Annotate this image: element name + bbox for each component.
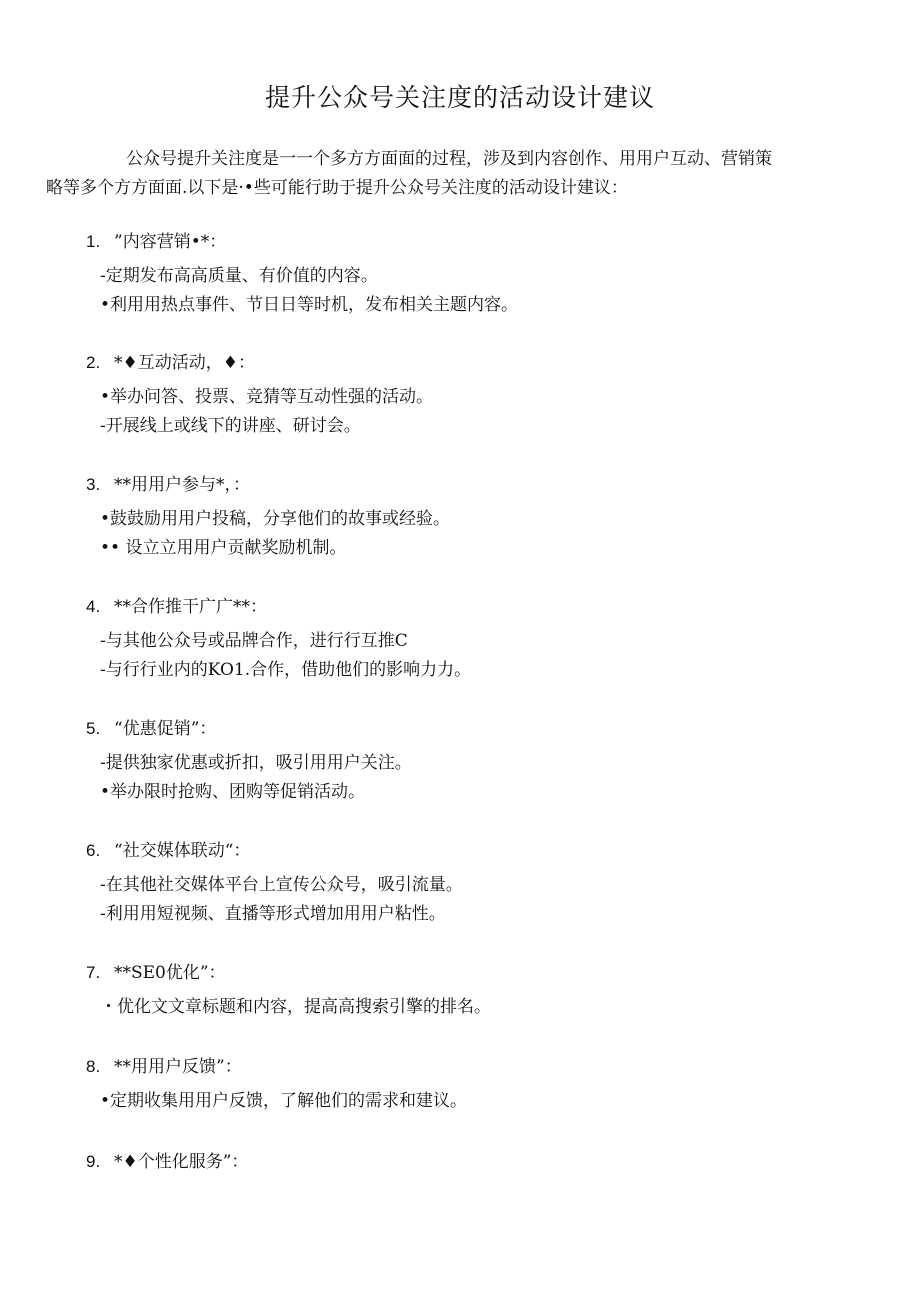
section-heading: [86, 595, 846, 619]
list-item: •举办问答、投票、竞猜等互动性强的活动。: [100, 387, 434, 407]
section-4: [86, 595, 846, 685]
section-number: 3.: [86, 475, 101, 494]
intro-line-2: 略等多个方方面面.以下是·•些可能行助于提升公众号关注度的活动设计建议：: [46, 178, 628, 198]
section-number: 6.: [86, 841, 101, 860]
section-number: 5.: [86, 719, 101, 738]
section-number: 7.: [86, 963, 101, 982]
section-5: [86, 717, 846, 807]
list-item: -在其他社交媒体平台上宣传公众号，吸引流量。: [100, 875, 463, 895]
intro-line-1: 公众号提升关注度是一一个多方方面面的过程，涉及到内容创作、用用户互动、营销策: [126, 149, 772, 169]
section-title: *♦个性化服务”：: [114, 1152, 249, 1172]
section-heading: [86, 717, 846, 741]
section-8: [86, 1055, 846, 1116]
list-item: -利用用短视频、直播等形式增加用用户粘性。: [100, 904, 446, 924]
section-title: “社交媒体联动“：: [114, 841, 251, 861]
section-title: *♦互动活动，♦：: [114, 353, 255, 373]
section-3: [86, 473, 846, 563]
intro-paragraph: [46, 145, 836, 203]
section-title: **用用户反馈”：: [114, 1057, 242, 1077]
section-heading: [86, 473, 846, 497]
list-item: •鼓鼓励用用户投稿，分享他们的故事或经验。: [100, 509, 451, 529]
section-7: [86, 961, 846, 1022]
section-number: 9.: [86, 1152, 101, 1171]
section-title: **SE0优化”：: [114, 963, 226, 983]
document-title: 提升公众号关注度的活动设计建议: [264, 83, 655, 112]
section-number: 4.: [86, 597, 101, 616]
section-title: **用用户参与*，：: [114, 475, 250, 495]
list-item: •定期收集用用户反馈，了解他们的需求和建议。: [100, 1091, 468, 1111]
section-number: 8.: [86, 1057, 101, 1076]
section-heading: [86, 230, 846, 254]
section-9: [86, 1150, 846, 1182]
section-number: 1.: [86, 232, 101, 251]
list-item: -定期发布高高质量、有价值的内容。: [100, 266, 378, 286]
list-item: •利用用热点事件、节日日等时机，发布相关主题内容。: [100, 295, 519, 315]
section-title: “优惠促销”：: [114, 719, 217, 739]
section-title: ”内容营销•*：: [114, 232, 227, 252]
list-item: -提供独家优惠或折扣，吸引用用户关注。: [100, 753, 412, 773]
section-6: [86, 839, 846, 929]
section-title: **合作推干广广**：: [114, 597, 267, 617]
section-heading: [86, 1150, 846, 1174]
list-item: •举办限时抢购、团购等促销活动。: [100, 782, 366, 802]
section-number: 2.: [86, 353, 101, 372]
list-item: -开展线上或线下的讲座、研讨会。: [100, 416, 361, 436]
list-item: •• 设立立用用户贡献奖励机制。: [100, 538, 347, 558]
section-2: [86, 351, 846, 441]
list-item: -与行行业内的KO1.合作，借助他们的影响力力。: [100, 660, 472, 680]
section-heading: [86, 351, 846, 375]
section-heading: [86, 961, 846, 985]
list-item: -与其他公众号或品牌合作，进行行互推C: [100, 631, 408, 651]
section-1: [86, 230, 846, 320]
section-heading: [86, 839, 846, 863]
section-heading: [86, 1055, 846, 1079]
list-item: ・优化文文章标题和内容，提高高搜索引擎的排名。: [100, 997, 491, 1017]
